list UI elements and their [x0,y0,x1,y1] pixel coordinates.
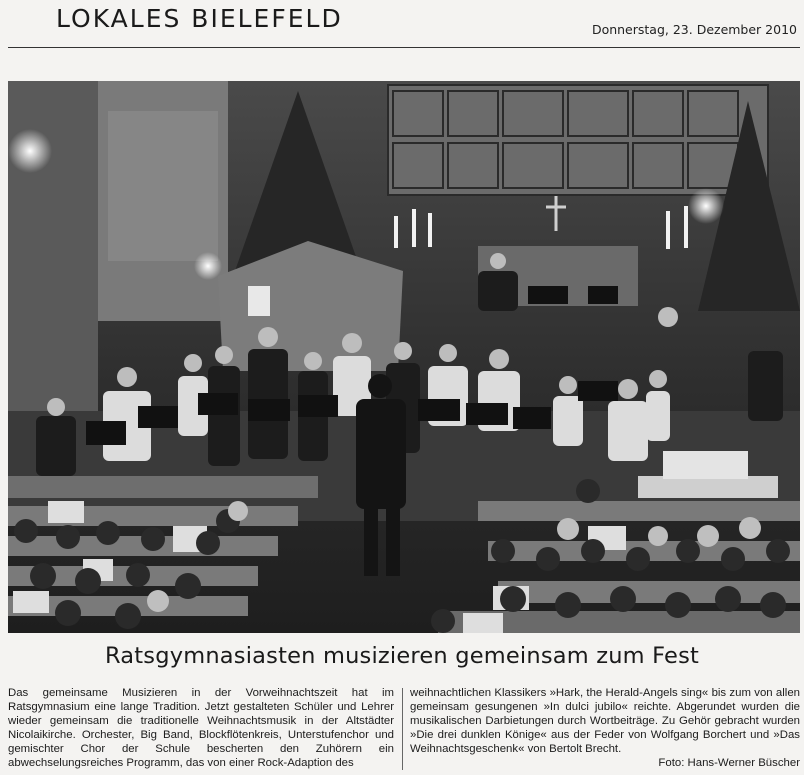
header-rule [8,47,800,48]
article-body-right [410,686,800,771]
article-paragraph-left: Das gemeinsame Musizieren in der Vorweihnachtszeit hat im Ratsgymnasium eine lange Tradition. Jetzt gestalteten Schüler und Lehrer wieder gemeinsam die traditionelle Weihnachtsmusik in der Altstädter Nicolaikirche. Orchester, Big Band, Blockflötenkreis, Unterstufenchor und gemischter Chor der Schule bescherten den Zuhörern ein abwechselungsreiches Programm, das von einer Rock-Adaption des [8,687,394,770]
concert-photo-illustration [8,81,800,633]
photo-credit: Foto: Hans-Werner Büscher [658,757,800,770]
issue-date: Donnerstag, 23. Dezember 2010 [591,22,797,37]
keyboard [638,476,778,498]
column-divider [402,688,403,770]
section-title: LOKALES BIELEFELD [56,4,343,33]
article-headline: Ratsgymnasiasten musizieren gemeinsam zum Fest [104,643,700,669]
concert-photo [8,81,800,633]
article-body-left [8,686,394,771]
article-paragraph-right: weihnachtlichen Klassikers »Hark, the Herald-Angels sing« bis zum von allen gemeinsam gesungenen »In dulci jubilo« reichte. Abgerundet wurden die musikalischen Darbietungen durch Wortbeiträge. Zu Gehör gebracht wurden »Die drei dunklen Könige« aus der Feder von Wolfgang Borchert und »Das Weihnachtsgeschenk« von Bertolt Brecht. [410,687,800,756]
altar-panels [388,85,768,195]
